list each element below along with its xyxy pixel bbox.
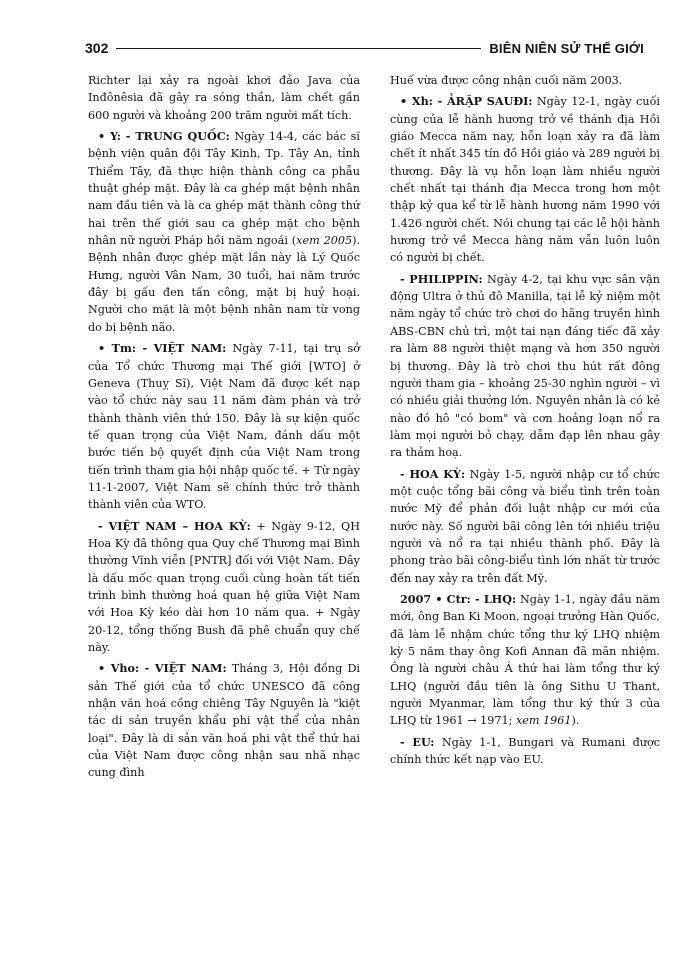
entry-viet-nam-wto (88, 340, 360, 513)
entry-heading: • Vho: - VIỆT NAM: (98, 661, 227, 676)
entry-text: Ngày 7-11, tại trụ sở của Tổ chức Thương mại Thế giới [WTO] ở Geneva (Thuỵ Sĩ), Việt Nam đã được kết nạp vào tổ chức này sau 11 năm đàm phán và trở thành thành viên thứ 150. Đây là sự kiện quốc tế quan trọng của Việt Nam, đánh dấu một bước tiến bộ quyết định của Việt Nam trong tiến trình tham gia hội nhập quốc tế. + Từ ngày 11-1-2007, Việt Nam sẽ chính thức trở thành thành viên của WTO. (88, 342, 360, 512)
entry-hoa-ky (390, 466, 660, 587)
entry-text: Ngày 1-1, Bungari và Rumani được chính thức kết nạp vào EU. (390, 735, 660, 767)
entry-philippin (390, 271, 660, 462)
entry-heading: • Tm: - VIỆT NAM: (98, 341, 227, 356)
entry-trung-quoc (88, 128, 360, 336)
paragraph: Richter lại xảy ra ngoài khơi đảo Java của Inđônêsia đã gây ra sóng thần, làm chết gần 600 người và khoảng 200 trăm người mất tích. (88, 74, 360, 122)
entry-heading: 2007 • Ctr: - LHQ: (400, 591, 517, 606)
entry-text: Ngày 1-5, người nhập cư tổ chức một cuộc tổng bãi công và biểu tình trên toàn nước Mỹ để phản đối luật nhập cư mới của nước này. Số người bãi công lên tới nhiều triệu người và nổ ra tại nhiều thành phố. Đây là phong trào bãi công-biểu tình lớn nhất từ trước đến nay xảy ra trên đất Mỹ. (390, 467, 660, 585)
entry-text: Ngày 4-2, tại khu vực sân vận động Ultra ở thủ đô Manilla, tại lễ kỷ niệm một năm ngày tổ chức trò chơi do hãng truyền hình ABS-CBN chủ trì, một tai nạn đáng tiếc đã xảy ra làm 88 người thiệt mạng và hơn 350 người bị thương. Đây là trò chơi thu hút rất đông người tham gia – khoảng 25-30 nghìn người – vì có nhiều giải thưởng lớn. Nguyên nhân là có kẻ nào đó hô "có bom" và cơn hoảng loạn nổ ra làm mọi người bỏ chạy, dẫm đạp lên nhau gây ra thảm hoạ. (390, 272, 660, 460)
left-column (88, 72, 360, 786)
entry-heading: - EU: (400, 734, 435, 749)
entry-text: + Ngày 9-12, QH Hoa Kỳ đã thông qua Quy chế Thương mại Bình thường Vĩnh viễn [PNTR] đối với Việt Nam. Đây là dấu mốc quan trọng cuối cùng hoàn tất tiến trình bình thường hoá quan hệ giữa Việt Nam với Hoa Kỳ kéo dài hơn 10 năm qua. + Ngày 20-12, tổng thống Bush đã phê chuẩn quy chế này. (88, 519, 360, 654)
entry-lhq (390, 591, 660, 730)
entry-heading: - PHILIPPIN: (400, 271, 483, 286)
entry-arap-saudi (390, 93, 660, 266)
page-header (85, 36, 644, 60)
entry-text: Ngày 1-1, ngày đầu năm mới, ông Ban Ki Moon, ngoại trưởng Hàn Quốc, đã làm lễ nhậm chức tổng thư ký LHQ nhiệm kỳ 5 năm thay ông Kofi Annan đã mãn nhiệm. Ông là người châu Á thứ hai làm tổng thư ký LHQ (người đầu tiên là ông Sithu U Thant, người Myanmar, làm tổng thư ký thứ 3 của LHQ từ 1961 → 1971; (390, 592, 661, 728)
running-title: BIÊN NIÊN SỬ THẾ GIỚI (489, 40, 644, 56)
entry-viet-nam-hoa-ky (88, 518, 360, 657)
entry-heading: - VIỆT NAM – HOA KỲ: (98, 518, 251, 533)
entry-heading: • Y: - TRUNG QUỐC: (98, 129, 230, 144)
cross-reference: xem 1961 (515, 714, 572, 728)
entry-text: Tháng 3, Hội đồng Di sản Thế giới của tổ chức UNESCO đã công nhận văn hoá cồng chiêng Tây Nguyên là "kiệt tác di sản truyền khẩu phi vật thể của nhân loại". Đây là di sản văn hoá phi vật thể thứ hai của Việt Nam được công nhận sau nhã nhạc cung đình (88, 662, 360, 780)
entry-heading: • Xh: - ẢRẬP SAUĐI: (400, 94, 533, 109)
paragraph: Huế vừa được công nhận cuối năm 2003. (390, 74, 623, 87)
entry-heading: - HOA KỲ: (400, 466, 466, 481)
entry-text: Ngày 12-1, ngày cuối cùng của lễ hành hương trở về thánh địa Hồi giáo Mecca năm nay, hỗn loạn xảy ra đã làm chết ít nhất 345 tín đồ Hồi giáo và 289 người bị thương. Đây là vụ hỗn loạn làm nhiều người chết nhất tại thánh địa Mecca trong hơn một thập kỷ qua kể từ lễ hành hương năm 1990 với 1.426 người chết. Nói chung tại các lễ hội hành hương trở về Mecca hàng năm vẫn luôn luôn có người bị chết. (390, 95, 660, 265)
header-rule (116, 48, 481, 49)
entry-viet-nam-unesco (88, 660, 360, 781)
cross-reference: xem 2005 (296, 234, 353, 248)
right-column (390, 72, 660, 772)
entry-text: Ngày 14-4, các bác sĩ bệnh viện quân đội Tây Kinh, Tp. Tây An, tỉnh Thiểm Tây, đã thực hiện thành công ca phẫu thuật ghép mặt. Đây là ca ghép mặt bệnh nhân nam đầu tiên và là ca ghép mặt thành công thứ hai trên thế giới sau ca ghép mặt cho bệnh nhân nữ người Pháp hồi năm ngoái ( (88, 130, 360, 248)
entry-eu (390, 734, 660, 769)
entry-text: ). Bệnh nhân được ghép mặt lần này là Lý Quốc Hưng, người Vân Nam, 30 tuổi, hai năm trước đây bị gấu đen tấn công, mặt bị huỷ hoại. Người cho mặt là một bệnh nhân nam từ vong do bị bệnh não. (88, 234, 360, 334)
entry-text: ). (571, 714, 580, 728)
page-number: 302 (85, 40, 109, 56)
